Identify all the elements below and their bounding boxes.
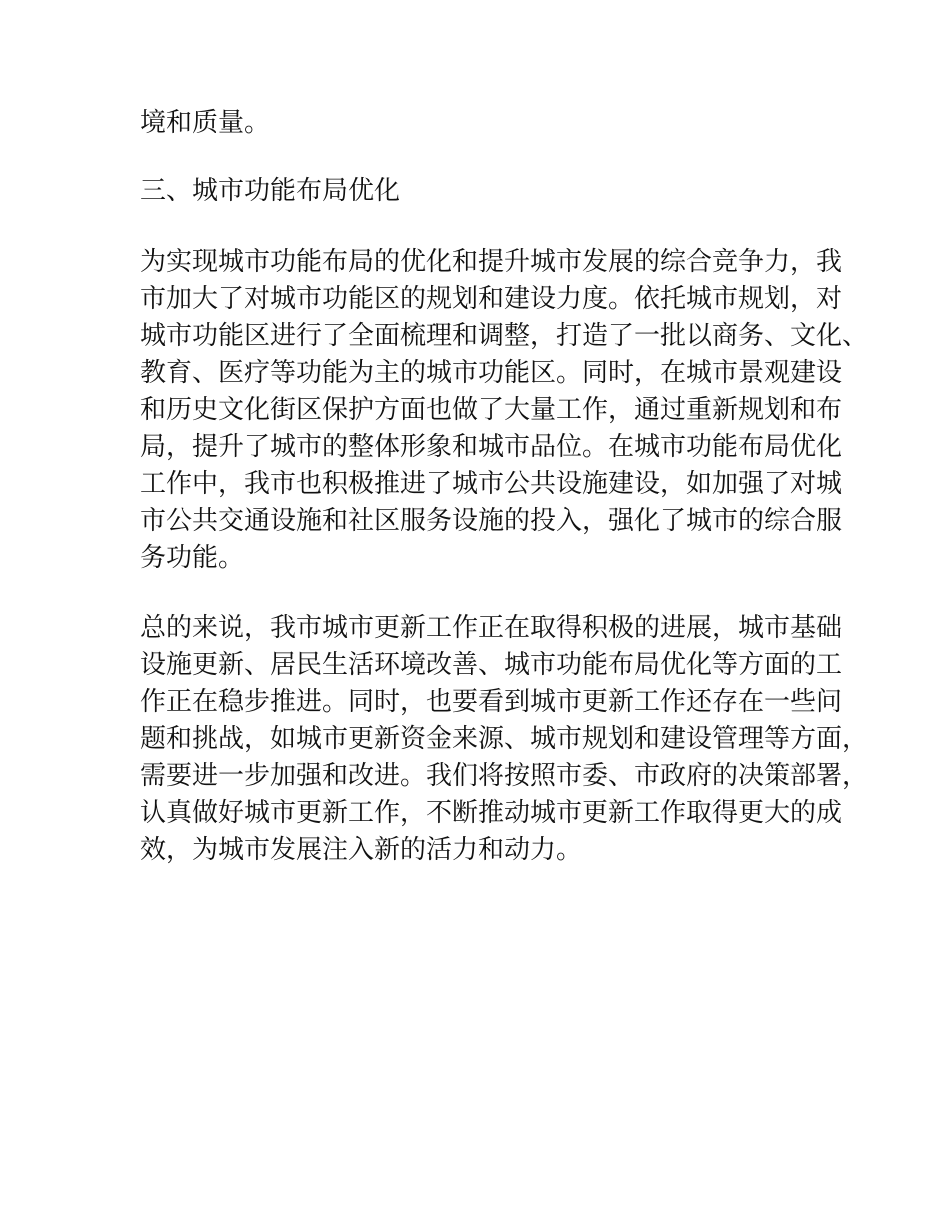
text-line: 需要进一步加强和改进。我们将按照市委、市政府的决策部署， — [140, 761, 869, 791]
text-line: 教育、医疗等功能为主的城市功能区。同时，在城市景观建设 — [140, 358, 843, 388]
section-heading-text: 三、城市功能布局优化 — [140, 176, 401, 206]
text-line: 效，为城市发展注入新的活力和动力。 — [140, 835, 583, 865]
text-line: 设施更新、居民生活环境改善、城市功能布局优化等方面的工 — [140, 650, 843, 680]
text-line: 总的来说，我市城市更新工作正在取得积极的进展，城市基础 — [140, 613, 843, 643]
text-line: 工作中，我市也积极推进了城市公共设施建设，如加强了对城 — [140, 469, 843, 499]
paragraph-conclusion — [140, 610, 869, 869]
intro-paragraph-tail — [140, 105, 820, 142]
text-line: 市加大了对城市功能区的规划和建设力度。依托城市规划，对 — [140, 284, 843, 314]
section-heading — [140, 173, 820, 210]
text-line: 局，提升了城市的整体形象和城市品位。在城市功能布局优化 — [140, 432, 843, 462]
text-line: 和历史文化街区保护方面也做了大量工作，通过重新规划和布 — [140, 395, 843, 425]
text-line: 境和质量。 — [140, 108, 271, 138]
paragraph-function-layout — [140, 244, 869, 577]
text-line: 题和挑战，如城市更新资金来源、城市规划和建设管理等方面， — [140, 724, 869, 754]
text-line: 城市功能区进行了全面梳理和调整，打造了一批以商务、文化、 — [140, 321, 869, 351]
text-line: 认真做好城市更新工作，不断推动城市更新工作取得更大的成 — [140, 798, 843, 828]
text-line: 作正在稳步推进。同时，也要看到城市更新工作还存在一些问 — [140, 687, 843, 717]
text-line: 为实现城市功能布局的优化和提升城市发展的综合竞争力，我 — [140, 247, 843, 277]
text-line: 市公共交通设施和社区服务设施的投入，强化了城市的综合服 — [140, 506, 843, 536]
text-line: 务功能。 — [140, 543, 245, 573]
